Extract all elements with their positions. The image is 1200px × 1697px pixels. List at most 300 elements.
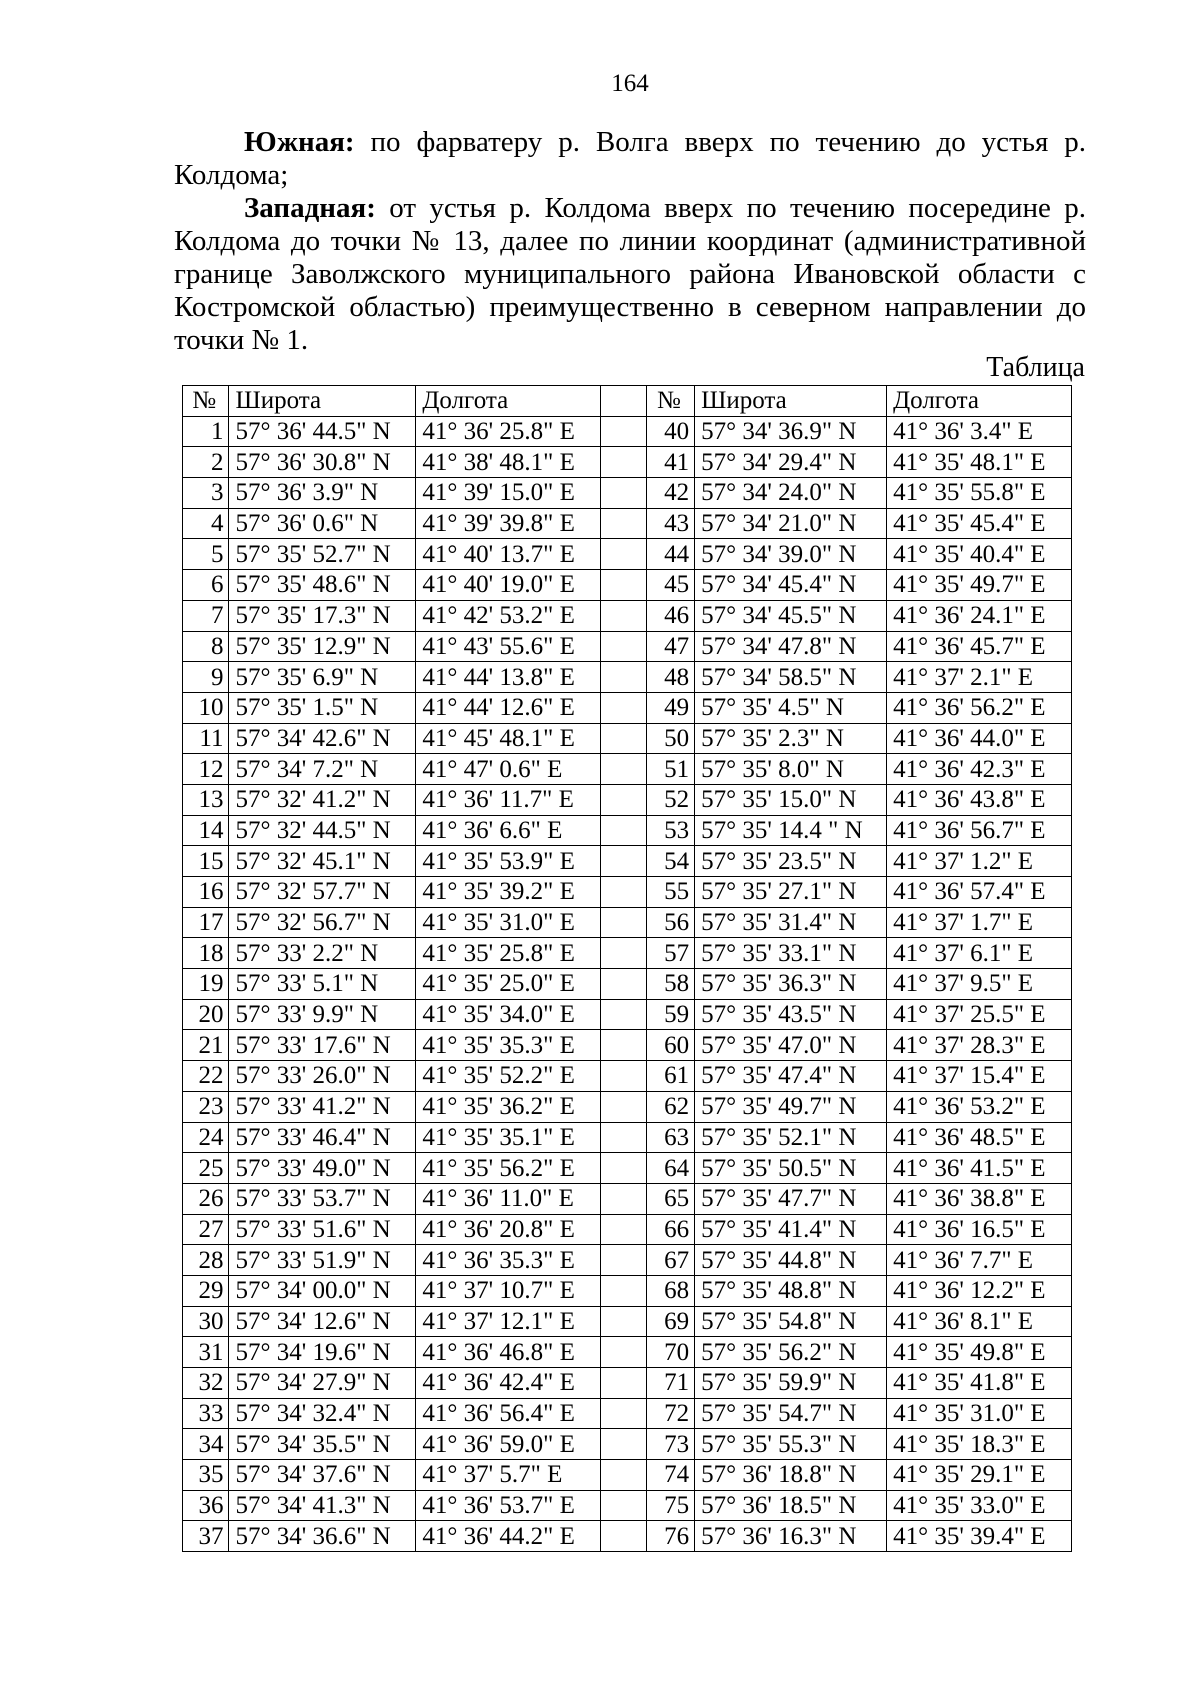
table-row xyxy=(183,815,1072,846)
header-number: № xyxy=(183,386,229,417)
cell-number-2: 54 xyxy=(646,846,694,877)
cell-latitude-2: 57° 35' 41.4" N xyxy=(695,1214,887,1245)
cell-longitude-2: 41° 35' 31.0" E xyxy=(887,1398,1072,1429)
cell-spacer xyxy=(601,570,646,601)
cell-longitude: 41° 39' 15.0" E xyxy=(416,478,601,509)
table-row xyxy=(183,1368,1072,1399)
cell-longitude-2: 41° 37' 1.7" E xyxy=(887,907,1072,938)
cell-number-2: 52 xyxy=(646,784,694,815)
cell-latitude-2: 57° 35' 59.9" N xyxy=(695,1368,887,1399)
cell-longitude: 41° 36' 35.3" E xyxy=(416,1245,601,1276)
cell-longitude-2: 41° 35' 48.1" E xyxy=(887,447,1072,478)
cell-latitude: 57° 35' 1.5" N xyxy=(229,692,416,723)
cell-number-2: 57 xyxy=(646,938,694,969)
table-row xyxy=(183,969,1072,1000)
cell-longitude: 41° 42' 53.2" E xyxy=(416,600,601,631)
cell-latitude: 57° 34' 32.4" N xyxy=(229,1398,416,1429)
cell-number-2: 69 xyxy=(646,1306,694,1337)
cell-latitude: 57° 33' 5.1" N xyxy=(229,969,416,1000)
cell-longitude-2: 41° 36' 8.1" E xyxy=(887,1306,1072,1337)
cell-longitude: 41° 37' 10.7" E xyxy=(416,1275,601,1306)
cell-number-2: 46 xyxy=(646,600,694,631)
cell-longitude-2: 41° 35' 55.8" E xyxy=(887,478,1072,509)
cell-longitude: 41° 47' 0.6" E xyxy=(416,754,601,785)
table-row xyxy=(183,1275,1072,1306)
cell-number: 16 xyxy=(183,877,229,908)
cell-number: 10 xyxy=(183,692,229,723)
cell-number: 1 xyxy=(183,416,229,447)
cell-number: 25 xyxy=(183,1153,229,1184)
cell-latitude-2: 57° 35' 4.5" N xyxy=(695,692,887,723)
table-row xyxy=(183,1306,1072,1337)
cell-spacer xyxy=(601,1521,646,1552)
cell-longitude: 41° 36' 11.0" E xyxy=(416,1183,601,1214)
cell-number-2: 75 xyxy=(646,1490,694,1521)
cell-spacer xyxy=(601,662,646,693)
header-number-2: № xyxy=(646,386,694,417)
cell-latitude-2: 57° 35' 43.5" N xyxy=(695,999,887,1030)
table-row xyxy=(183,1214,1072,1245)
cell-latitude-2: 57° 35' 2.3" N xyxy=(695,723,887,754)
table-row xyxy=(183,938,1072,969)
cell-longitude: 41° 36' 46.8" E xyxy=(416,1337,601,1368)
cell-latitude-2: 57° 34' 45.4" N xyxy=(695,570,887,601)
cell-number: 12 xyxy=(183,754,229,785)
cell-latitude: 57° 33' 53.7" N xyxy=(229,1183,416,1214)
cell-number: 28 xyxy=(183,1245,229,1276)
cell-longitude: 41° 35' 39.2" E xyxy=(416,877,601,908)
cell-number-2: 50 xyxy=(646,723,694,754)
cell-longitude-2: 41° 36' 24.1" E xyxy=(887,600,1072,631)
table-row xyxy=(183,1153,1072,1184)
cell-longitude-2: 41° 36' 16.5" E xyxy=(887,1214,1072,1245)
cell-longitude: 41° 38' 48.1" E xyxy=(416,447,601,478)
cell-latitude: 57° 33' 2.2" N xyxy=(229,938,416,969)
cell-longitude-2: 41° 36' 38.8" E xyxy=(887,1183,1072,1214)
cell-latitude: 57° 32' 41.2" N xyxy=(229,784,416,815)
cell-latitude: 57° 33' 26.0" N xyxy=(229,1061,416,1092)
cell-longitude: 41° 36' 6.6" E xyxy=(416,815,601,846)
cell-longitude: 41° 35' 25.8" E xyxy=(416,938,601,969)
table-row xyxy=(183,1398,1072,1429)
cell-number: 27 xyxy=(183,1214,229,1245)
table-row xyxy=(183,877,1072,908)
cell-number: 14 xyxy=(183,815,229,846)
table-row xyxy=(183,570,1072,601)
cell-latitude-2: 57° 34' 58.5" N xyxy=(695,662,887,693)
cell-spacer xyxy=(601,907,646,938)
cell-latitude-2: 57° 34' 36.9" N xyxy=(695,416,887,447)
cell-number: 4 xyxy=(183,508,229,539)
cell-latitude-2: 57° 35' 23.5" N xyxy=(695,846,887,877)
cell-latitude: 57° 34' 36.6" N xyxy=(229,1521,416,1552)
table-row xyxy=(183,692,1072,723)
cell-spacer xyxy=(601,478,646,509)
cell-latitude-2: 57° 35' 44.8" N xyxy=(695,1245,887,1276)
cell-longitude-2: 41° 37' 1.2" E xyxy=(887,846,1072,877)
cell-latitude-2: 57° 35' 54.8" N xyxy=(695,1306,887,1337)
cell-spacer xyxy=(601,784,646,815)
cell-number-2: 74 xyxy=(646,1460,694,1491)
cell-latitude: 57° 33' 41.2" N xyxy=(229,1091,416,1122)
cell-longitude-2: 41° 37' 9.5" E xyxy=(887,969,1072,1000)
cell-longitude-2: 41° 35' 49.7" E xyxy=(887,570,1072,601)
cell-longitude: 41° 45' 48.1" E xyxy=(416,723,601,754)
cell-latitude: 57° 33' 49.0" N xyxy=(229,1153,416,1184)
cell-longitude-2: 41° 36' 3.4" E xyxy=(887,416,1072,447)
cell-latitude: 57° 33' 51.9" N xyxy=(229,1245,416,1276)
table-row xyxy=(183,478,1072,509)
cell-latitude: 57° 34' 37.6" N xyxy=(229,1460,416,1491)
cell-longitude-2: 41° 37' 15.4" E xyxy=(887,1061,1072,1092)
cell-longitude: 41° 44' 13.8" E xyxy=(416,662,601,693)
header-latitude-2: Широта xyxy=(695,386,887,417)
cell-longitude: 41° 40' 13.7" E xyxy=(416,539,601,570)
cell-spacer xyxy=(601,1091,646,1122)
cell-spacer xyxy=(601,1122,646,1153)
cell-spacer xyxy=(601,877,646,908)
table-row xyxy=(183,447,1072,478)
cell-spacer xyxy=(601,1368,646,1399)
cell-number: 21 xyxy=(183,1030,229,1061)
cell-longitude-2: 41° 36' 48.5" E xyxy=(887,1122,1072,1153)
cell-number-2: 41 xyxy=(646,447,694,478)
cell-longitude: 41° 35' 25.0" E xyxy=(416,969,601,1000)
cell-number-2: 40 xyxy=(646,416,694,447)
cell-number-2: 53 xyxy=(646,815,694,846)
cell-spacer xyxy=(601,631,646,662)
table-caption: Таблица xyxy=(986,352,1085,383)
table-row xyxy=(183,1061,1072,1092)
cell-latitude: 57° 35' 12.9" N xyxy=(229,631,416,662)
cell-spacer xyxy=(601,969,646,1000)
cell-number: 29 xyxy=(183,1275,229,1306)
south-boundary-paragraph xyxy=(174,126,1086,192)
cell-longitude: 41° 35' 56.2" E xyxy=(416,1153,601,1184)
cell-longitude: 41° 44' 12.6" E xyxy=(416,692,601,723)
cell-number-2: 58 xyxy=(646,969,694,1000)
cell-number: 31 xyxy=(183,1337,229,1368)
cell-spacer xyxy=(601,723,646,754)
cell-latitude-2: 57° 35' 50.5" N xyxy=(695,1153,887,1184)
table-row xyxy=(183,1245,1072,1276)
cell-number: 13 xyxy=(183,784,229,815)
cell-number-2: 71 xyxy=(646,1368,694,1399)
south-boundary-text: по фарватеру р. Волга вверх по течению до устья р. Колдома; xyxy=(174,126,1086,191)
cell-number-2: 67 xyxy=(646,1245,694,1276)
cell-latitude-2: 57° 34' 45.5" N xyxy=(695,600,887,631)
cell-longitude-2: 41° 36' 56.2" E xyxy=(887,692,1072,723)
cell-number: 8 xyxy=(183,631,229,662)
cell-latitude-2: 57° 35' 49.7" N xyxy=(695,1091,887,1122)
cell-spacer xyxy=(601,1306,646,1337)
header-longitude: Долгота xyxy=(416,386,601,417)
cell-longitude-2: 41° 37' 2.1" E xyxy=(887,662,1072,693)
page-number: 164 xyxy=(611,70,649,97)
cell-latitude: 57° 33' 46.4" N xyxy=(229,1122,416,1153)
cell-longitude: 41° 39' 39.8" E xyxy=(416,508,601,539)
cell-spacer xyxy=(601,600,646,631)
cell-number: 15 xyxy=(183,846,229,877)
cell-latitude-2: 57° 35' 8.0" N xyxy=(695,754,887,785)
cell-longitude: 41° 35' 31.0" E xyxy=(416,907,601,938)
cell-number: 6 xyxy=(183,570,229,601)
cell-number: 9 xyxy=(183,662,229,693)
table-header-row xyxy=(183,386,1072,417)
table-row xyxy=(183,1030,1072,1061)
cell-longitude-2: 41° 36' 41.5" E xyxy=(887,1153,1072,1184)
cell-longitude-2: 41° 35' 41.8" E xyxy=(887,1368,1072,1399)
cell-longitude-2: 41° 36' 43.8" E xyxy=(887,784,1072,815)
table-row xyxy=(183,1091,1072,1122)
cell-number-2: 65 xyxy=(646,1183,694,1214)
table-row xyxy=(183,754,1072,785)
cell-number: 35 xyxy=(183,1460,229,1491)
cell-latitude-2: 57° 35' 47.4" N xyxy=(695,1061,887,1092)
cell-latitude-2: 57° 34' 21.0" N xyxy=(695,508,887,539)
cell-latitude: 57° 36' 3.9" N xyxy=(229,478,416,509)
cell-latitude-2: 57° 35' 36.3" N xyxy=(695,969,887,1000)
table-row xyxy=(183,1490,1072,1521)
cell-latitude: 57° 34' 41.3" N xyxy=(229,1490,416,1521)
cell-latitude: 57° 32' 44.5" N xyxy=(229,815,416,846)
cell-number-2: 47 xyxy=(646,631,694,662)
cell-longitude-2: 41° 35' 29.1" E xyxy=(887,1460,1072,1491)
cell-latitude-2: 57° 35' 52.1" N xyxy=(695,1122,887,1153)
cell-number: 33 xyxy=(183,1398,229,1429)
cell-latitude-2: 57° 35' 31.4" N xyxy=(695,907,887,938)
cell-spacer xyxy=(601,1153,646,1184)
cell-number-2: 55 xyxy=(646,877,694,908)
cell-latitude-2: 57° 35' 47.7" N xyxy=(695,1183,887,1214)
west-boundary-text: от устья р. Колдома вверх по течению посередине р. Колдома до точки № 13, далее по линии координат (административной границе Заволжского муниципального района Ивановской области с Костромской областью) преимущественно в северном направлении до точки № 1. xyxy=(174,192,1086,356)
cell-number-2: 56 xyxy=(646,907,694,938)
cell-latitude-2: 57° 34' 39.0" N xyxy=(695,539,887,570)
table-row xyxy=(183,539,1072,570)
cell-latitude: 57° 34' 42.6" N xyxy=(229,723,416,754)
cell-longitude-2: 41° 36' 45.7" E xyxy=(887,631,1072,662)
cell-number-2: 73 xyxy=(646,1429,694,1460)
cell-number-2: 66 xyxy=(646,1214,694,1245)
table-row xyxy=(183,846,1072,877)
cell-number-2: 49 xyxy=(646,692,694,723)
cell-number: 2 xyxy=(183,447,229,478)
cell-spacer xyxy=(601,1245,646,1276)
cell-spacer xyxy=(601,1398,646,1429)
cell-latitude: 57° 34' 27.9" N xyxy=(229,1368,416,1399)
cell-latitude-2: 57° 35' 47.0" N xyxy=(695,1030,887,1061)
table-row xyxy=(183,1122,1072,1153)
cell-number: 30 xyxy=(183,1306,229,1337)
cell-number-2: 59 xyxy=(646,999,694,1030)
table-row xyxy=(183,662,1072,693)
cell-latitude: 57° 36' 0.6" N xyxy=(229,508,416,539)
cell-latitude-2: 57° 36' 16.3" N xyxy=(695,1521,887,1552)
cell-spacer xyxy=(601,1275,646,1306)
cell-spacer xyxy=(601,1337,646,1368)
cell-latitude: 57° 35' 52.7" N xyxy=(229,539,416,570)
cell-number: 32 xyxy=(183,1368,229,1399)
cell-longitude: 41° 36' 20.8" E xyxy=(416,1214,601,1245)
cell-latitude: 57° 34' 7.2" N xyxy=(229,754,416,785)
cell-latitude: 57° 35' 48.6" N xyxy=(229,570,416,601)
cell-longitude-2: 41° 37' 6.1" E xyxy=(887,938,1072,969)
cell-latitude-2: 57° 34' 47.8" N xyxy=(695,631,887,662)
cell-latitude: 57° 36' 30.8" N xyxy=(229,447,416,478)
cell-number: 19 xyxy=(183,969,229,1000)
cell-longitude: 41° 35' 35.3" E xyxy=(416,1030,601,1061)
cell-latitude-2: 57° 35' 55.3" N xyxy=(695,1429,887,1460)
cell-longitude-2: 41° 36' 7.7" E xyxy=(887,1245,1072,1276)
cell-longitude-2: 41° 35' 39.4" E xyxy=(887,1521,1072,1552)
table-row xyxy=(183,600,1072,631)
table-row xyxy=(183,508,1072,539)
cell-spacer xyxy=(601,1183,646,1214)
cell-number: 24 xyxy=(183,1122,229,1153)
cell-longitude: 41° 36' 53.7" E xyxy=(416,1490,601,1521)
cell-number: 36 xyxy=(183,1490,229,1521)
cell-longitude-2: 41° 36' 12.2" E xyxy=(887,1275,1072,1306)
cell-latitude: 57° 35' 17.3" N xyxy=(229,600,416,631)
cell-latitude: 57° 35' 6.9" N xyxy=(229,662,416,693)
cell-number: 7 xyxy=(183,600,229,631)
cell-spacer xyxy=(601,1460,646,1491)
cell-number-2: 68 xyxy=(646,1275,694,1306)
cell-number: 26 xyxy=(183,1183,229,1214)
cell-number: 3 xyxy=(183,478,229,509)
cell-longitude-2: 41° 36' 57.4" E xyxy=(887,877,1072,908)
cell-latitude-2: 57° 36' 18.5" N xyxy=(695,1490,887,1521)
cell-number-2: 60 xyxy=(646,1030,694,1061)
cell-spacer xyxy=(601,1030,646,1061)
south-boundary-label: Южная: xyxy=(244,126,355,158)
cell-number-2: 51 xyxy=(646,754,694,785)
cell-spacer xyxy=(601,999,646,1030)
cell-longitude-2: 41° 35' 45.4" E xyxy=(887,508,1072,539)
cell-latitude-2: 57° 35' 54.7" N xyxy=(695,1398,887,1429)
west-boundary-label: Западная: xyxy=(244,192,376,224)
cell-spacer xyxy=(601,539,646,570)
cell-longitude: 41° 35' 35.1" E xyxy=(416,1122,601,1153)
cell-longitude: 41° 35' 34.0" E xyxy=(416,999,601,1030)
cell-latitude: 57° 33' 51.6" N xyxy=(229,1214,416,1245)
cell-longitude-2: 41° 35' 33.0" E xyxy=(887,1490,1072,1521)
cell-latitude-2: 57° 35' 56.2" N xyxy=(695,1337,887,1368)
cell-latitude: 57° 32' 56.7" N xyxy=(229,907,416,938)
cell-number: 18 xyxy=(183,938,229,969)
cell-longitude: 41° 40' 19.0" E xyxy=(416,570,601,601)
cell-latitude: 57° 32' 57.7" N xyxy=(229,877,416,908)
table-row xyxy=(183,1429,1072,1460)
cell-latitude-2: 57° 34' 24.0" N xyxy=(695,478,887,509)
cell-number: 5 xyxy=(183,539,229,570)
cell-latitude-2: 57° 35' 27.1" N xyxy=(695,877,887,908)
cell-latitude-2: 57° 35' 15.0" N xyxy=(695,784,887,815)
cell-number-2: 62 xyxy=(646,1091,694,1122)
cell-latitude: 57° 32' 45.1" N xyxy=(229,846,416,877)
cell-longitude-2: 41° 35' 49.8" E xyxy=(887,1337,1072,1368)
cell-number-2: 70 xyxy=(646,1337,694,1368)
header-longitude-2: Долгота xyxy=(887,386,1072,417)
west-boundary-paragraph xyxy=(174,192,1086,357)
cell-spacer xyxy=(601,938,646,969)
cell-longitude-2: 41° 35' 18.3" E xyxy=(887,1429,1072,1460)
cell-longitude: 41° 37' 12.1" E xyxy=(416,1306,601,1337)
boundary-description xyxy=(174,126,1086,357)
cell-longitude: 41° 36' 44.2" E xyxy=(416,1521,601,1552)
cell-longitude-2: 41° 36' 56.7" E xyxy=(887,815,1072,846)
cell-longitude: 41° 36' 25.8" E xyxy=(416,416,601,447)
table-row xyxy=(183,907,1072,938)
cell-longitude: 41° 37' 5.7" E xyxy=(416,1460,601,1491)
cell-spacer xyxy=(601,1490,646,1521)
table-row xyxy=(183,784,1072,815)
table-row xyxy=(183,1183,1072,1214)
header-spacer xyxy=(601,386,646,417)
cell-longitude: 41° 36' 42.4" E xyxy=(416,1368,601,1399)
table-row xyxy=(183,1521,1072,1552)
cell-number-2: 63 xyxy=(646,1122,694,1153)
cell-number-2: 72 xyxy=(646,1398,694,1429)
cell-number-2: 44 xyxy=(646,539,694,570)
table-row xyxy=(183,416,1072,447)
table-row xyxy=(183,631,1072,662)
cell-longitude-2: 41° 36' 53.2" E xyxy=(887,1091,1072,1122)
cell-number: 22 xyxy=(183,1061,229,1092)
table-row xyxy=(183,1460,1072,1491)
cell-latitude-2: 57° 35' 48.8" N xyxy=(695,1275,887,1306)
cell-longitude-2: 41° 36' 44.0" E xyxy=(887,723,1072,754)
cell-longitude: 41° 36' 59.0" E xyxy=(416,1429,601,1460)
cell-number-2: 43 xyxy=(646,508,694,539)
cell-longitude: 41° 35' 36.2" E xyxy=(416,1091,601,1122)
cell-spacer xyxy=(601,508,646,539)
cell-number-2: 42 xyxy=(646,478,694,509)
cell-longitude-2: 41° 36' 42.3" E xyxy=(887,754,1072,785)
cell-number-2: 48 xyxy=(646,662,694,693)
cell-spacer xyxy=(601,447,646,478)
cell-spacer xyxy=(601,1214,646,1245)
cell-longitude: 41° 36' 56.4" E xyxy=(416,1398,601,1429)
cell-latitude: 57° 34' 12.6" N xyxy=(229,1306,416,1337)
cell-latitude: 57° 34' 19.6" N xyxy=(229,1337,416,1368)
cell-latitude-2: 57° 35' 33.1" N xyxy=(695,938,887,969)
cell-longitude-2: 41° 37' 28.3" E xyxy=(887,1030,1072,1061)
cell-longitude: 41° 35' 52.2" E xyxy=(416,1061,601,1092)
cell-longitude-2: 41° 37' 25.5" E xyxy=(887,999,1072,1030)
cell-longitude-2: 41° 35' 40.4" E xyxy=(887,539,1072,570)
table-row xyxy=(183,999,1072,1030)
cell-latitude-2: 57° 34' 29.4" N xyxy=(695,447,887,478)
cell-latitude-2: 57° 36' 18.8" N xyxy=(695,1460,887,1491)
cell-number: 20 xyxy=(183,999,229,1030)
cell-latitude: 57° 34' 00.0" N xyxy=(229,1275,416,1306)
cell-number-2: 64 xyxy=(646,1153,694,1184)
cell-longitude: 41° 35' 53.9" E xyxy=(416,846,601,877)
cell-longitude: 41° 43' 55.6" E xyxy=(416,631,601,662)
cell-number-2: 76 xyxy=(646,1521,694,1552)
coordinates-table xyxy=(182,385,1072,1552)
header-latitude: Широта xyxy=(229,386,416,417)
cell-longitude: 41° 36' 11.7" E xyxy=(416,784,601,815)
cell-number: 11 xyxy=(183,723,229,754)
cell-spacer xyxy=(601,1429,646,1460)
table-row xyxy=(183,1337,1072,1368)
cell-latitude: 57° 33' 17.6" N xyxy=(229,1030,416,1061)
cell-latitude-2: 57° 35' 14.4 " N xyxy=(695,815,887,846)
cell-number: 17 xyxy=(183,907,229,938)
cell-number-2: 45 xyxy=(646,570,694,601)
